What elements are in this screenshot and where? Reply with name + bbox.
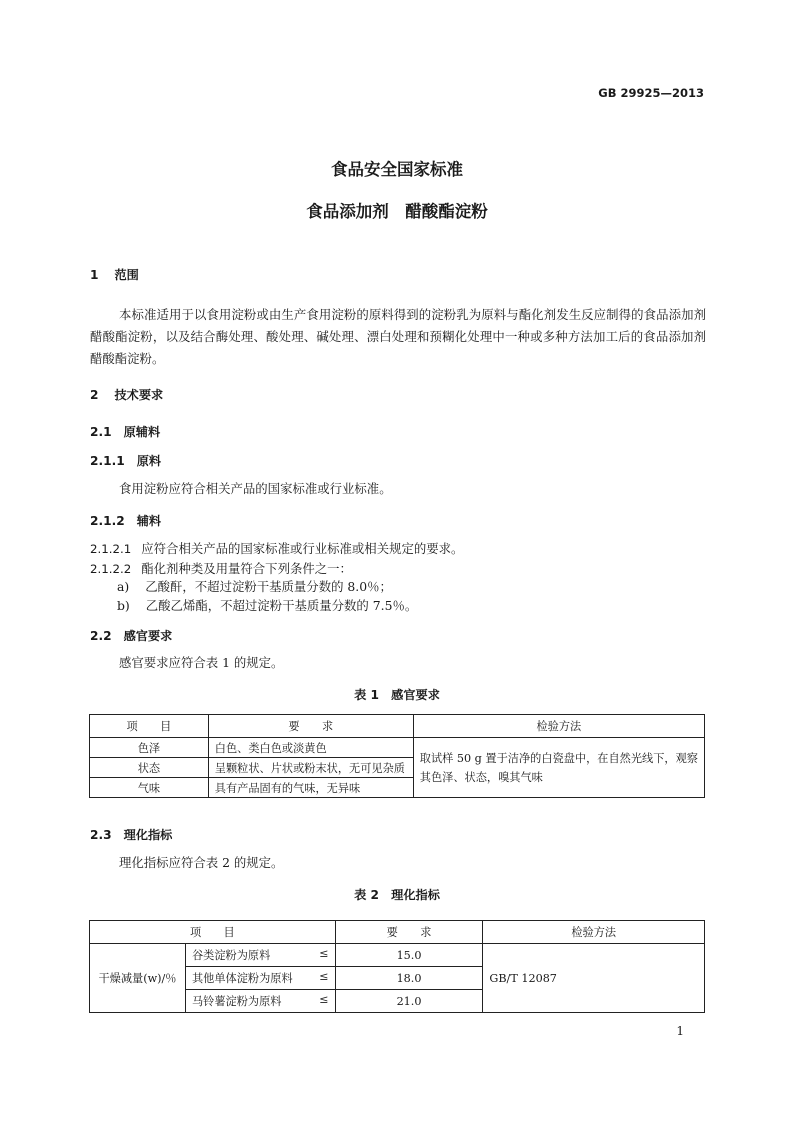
sensory-table — [89, 714, 705, 798]
standard-code: GB 29925—2013 — [598, 86, 704, 100]
table-row — [90, 944, 705, 967]
clause-number: 2.1.2.1 — [90, 542, 132, 556]
cell-requirement: 具有产品固有的气味，无异味 — [208, 778, 413, 798]
le-symbol: ≤ — [319, 970, 329, 983]
heading-number: 2.1 — [90, 425, 112, 439]
cell-item — [185, 967, 335, 990]
table-row — [90, 738, 705, 758]
heading-number: 2.1.2 — [90, 514, 125, 528]
heading-number: 2.2 — [90, 629, 112, 643]
heading-title: 理化指标 — [123, 828, 173, 842]
cell-requirement: 白色、类白色或淡黄色 — [208, 738, 413, 758]
heading-title: 原料 — [136, 454, 162, 468]
heading-2-3 — [90, 826, 172, 843]
header-requirement: 要 求 — [335, 921, 483, 944]
table2-caption: 表 2 理化指标 — [354, 888, 440, 902]
clause-text: 应符合相关产品的国家标准或行业标准或相关规定的要求。 — [141, 541, 464, 556]
doc-title: 食品安全国家标准 — [331, 160, 463, 179]
physchem-table — [89, 920, 705, 1013]
le-symbol: ≤ — [319, 947, 329, 960]
paragraph-physchem: 理化指标应符合表 2 的规定。 — [119, 855, 284, 870]
heading-2-2 — [90, 627, 172, 644]
cell-method: 取试样 50 g 置于洁净的白瓷盘中，在自然光线下，观察其色泽、状态，嗅其气味 — [413, 738, 704, 798]
cell-item: 状态 — [90, 758, 209, 778]
cell-item: 气味 — [90, 778, 209, 798]
cell-requirement: 呈颗粒状、片状或粉末状，无可见杂质 — [208, 758, 413, 778]
header-method: 检验方法 — [413, 715, 704, 738]
list-item — [117, 577, 392, 595]
paragraph-scope: 本标准适用于以食用淀粉或由生产食用淀粉的原料得到的淀粉乳为原料与酯化剂发生反应制得的食品添加剂醋酸酯淀粉，以及结合酶处理、酸处理、碱处理、漂白处理和预糊化处理中一种或多种方法加工后的食品添加剂醋酸酯淀粉。 — [90, 307, 706, 366]
heading-2-1-2 — [90, 512, 161, 529]
clause-number: 2.1.2.2 — [90, 562, 132, 576]
cell-item: 色泽 — [90, 738, 209, 758]
clause-text: 酯化剂种类及用量符合下列条件之一： — [141, 561, 352, 576]
paragraph-raw-material: 食用淀粉应符合相关产品的国家标准或行业标准。 — [119, 481, 392, 496]
heading-title: 原辅料 — [123, 425, 161, 439]
item-label: 其他单体淀粉为原料 — [191, 972, 293, 985]
heading-title: 感官要求 — [123, 629, 173, 643]
header-requirement: 要 求 — [208, 715, 413, 738]
doc-subtitle: 食品添加剂 醋酸酯淀粉 — [306, 202, 488, 221]
item-label: 谷类淀粉为原料 — [191, 949, 271, 962]
table1-caption: 表 1 感官要求 — [354, 688, 440, 702]
header-item: 项 目 — [90, 715, 209, 738]
list-text: 乙酸酐，不超过淀粉干基质量分数的 8.0％； — [145, 579, 392, 594]
list-label: a) — [117, 579, 130, 594]
item-label: 马铃薯淀粉为原料 — [191, 995, 282, 1008]
heading-2 — [90, 386, 163, 403]
heading-title: 辅料 — [136, 514, 162, 528]
heading-title: 技术要求 — [114, 388, 164, 402]
heading-2-1 — [90, 423, 160, 440]
cell-value: 15.0 — [335, 944, 483, 967]
heading-2-1-1 — [90, 452, 161, 469]
heading-number: 1 — [90, 268, 99, 282]
heading-1 — [90, 266, 139, 283]
list-item — [117, 596, 417, 614]
cell-group: 干燥减量(w)/％ — [90, 944, 186, 1013]
clause-2-1-2-2 — [90, 559, 352, 577]
heading-number: 2.3 — [90, 828, 112, 842]
cell-item — [185, 990, 335, 1013]
list-label: b) — [117, 598, 130, 613]
header-item: 项 目 — [90, 921, 336, 944]
table-header-row — [90, 921, 705, 944]
header-method: 检验方法 — [483, 921, 705, 944]
page-number: 1 — [676, 1024, 684, 1038]
cell-method: GB/T 12087 — [483, 944, 705, 1013]
heading-title: 范围 — [114, 268, 139, 282]
le-symbol: ≤ — [319, 993, 329, 1006]
list-text: 乙酸乙烯酯，不超过淀粉干基质量分数的 7.5％。 — [145, 598, 418, 613]
cell-value: 21.0 — [335, 990, 483, 1013]
heading-number: 2 — [90, 388, 99, 402]
heading-number: 2.1.1 — [90, 454, 125, 468]
clause-2-1-2-1 — [90, 539, 463, 557]
table-header-row — [90, 715, 705, 738]
cell-item — [185, 944, 335, 967]
paragraph-sensory: 感官要求应符合表 1 的规定。 — [119, 655, 284, 670]
cell-value: 18.0 — [335, 967, 483, 990]
